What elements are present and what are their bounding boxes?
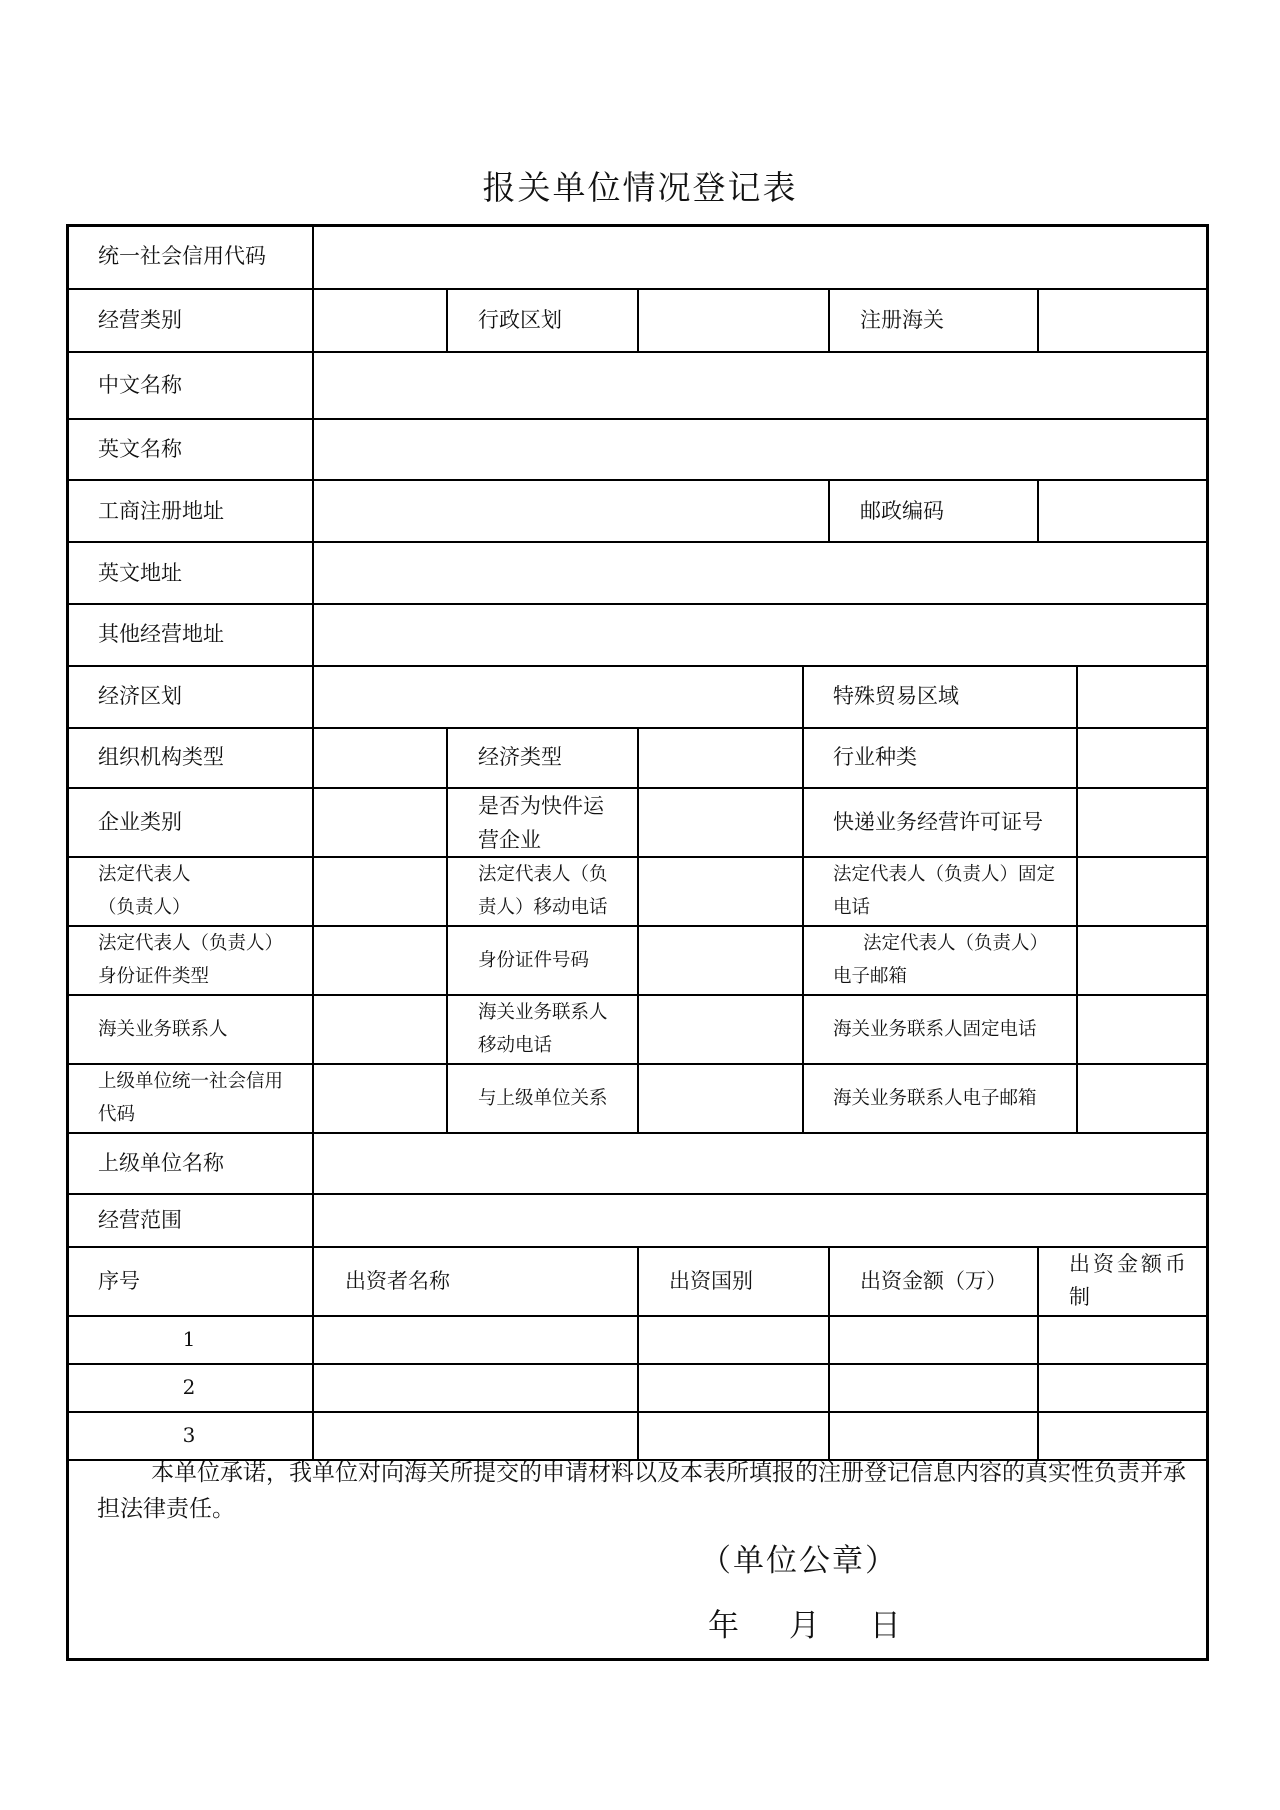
contact-fixed-field[interactable] (1078, 996, 1206, 1062)
parent-code-label-2: 代码 (98, 1104, 136, 1125)
legal-email-label-2: 电子邮箱 (833, 966, 908, 987)
legal-email-field[interactable] (1078, 927, 1206, 993)
investor-row-number: 3 (182, 1423, 196, 1447)
enterprise-category-field[interactable] (314, 789, 445, 855)
parent-code-label-1: 上级单位统一社会信用 (98, 1071, 284, 1092)
is-express-field[interactable] (639, 789, 801, 855)
investor-seq-header: 序号 (98, 1269, 140, 1293)
declaration-text: 本单位承诺，我单位对向海关所提交的申请材料以及本表所填报的注册登记信息内容的真实性负责并承担法律责任。 (97, 1460, 1186, 1522)
contact-email-field[interactable] (1078, 1065, 1206, 1131)
investor-row-amount-field[interactable] (830, 1317, 1036, 1362)
investor-row-amount-field[interactable] (830, 1413, 1036, 1458)
economic-division-label: 经济区划 (98, 684, 182, 708)
customs-contact-field[interactable] (314, 996, 445, 1062)
form-title: 报关单位情况登记表 (482, 168, 798, 207)
investor-row-name-field[interactable] (314, 1317, 636, 1362)
signature-date (708, 1600, 941, 1645)
id-number-label: 身份证件号码 (478, 950, 590, 971)
investor-row-currency-field[interactable] (1039, 1365, 1206, 1410)
parent-relation-field[interactable] (639, 1065, 801, 1131)
legal-rep-label-1: 法定代表人 (98, 864, 191, 885)
legal-rep-field[interactable] (314, 858, 445, 924)
economic-type-label: 经济类型 (478, 745, 562, 769)
business-category-field[interactable] (314, 290, 445, 350)
parent-name-field[interactable] (314, 1134, 1206, 1192)
parent-name-label: 上级单位名称 (98, 1151, 224, 1175)
business-scope-label: 经营范围 (98, 1208, 182, 1232)
enterprise-category-label: 企业类别 (98, 810, 182, 834)
contact-fixed-label: 海关业务联系人固定电话 (833, 1019, 1037, 1040)
parent-code-field[interactable] (314, 1065, 445, 1131)
industry-type-label: 行业种类 (833, 745, 917, 769)
business-scope-field[interactable] (314, 1195, 1206, 1245)
investor-row-name-field[interactable] (314, 1413, 636, 1458)
english-name-field[interactable] (314, 420, 1206, 478)
legal-id-type-field[interactable] (314, 927, 445, 993)
economic-type-field[interactable] (639, 729, 801, 786)
contact-mobile-field[interactable] (639, 996, 801, 1062)
registered-customs-field[interactable] (1039, 290, 1206, 350)
investor-row-currency-field[interactable] (1039, 1317, 1206, 1362)
registered-address-label: 工商注册地址 (98, 499, 224, 523)
express-license-field[interactable] (1078, 789, 1206, 855)
legal-mobile-label-1: 法定代表人（负 (478, 864, 608, 885)
is-express-label-2: 营企业 (478, 828, 541, 852)
special-trade-zone-label: 特殊贸易区域 (833, 684, 959, 708)
other-address-field[interactable] (314, 605, 1206, 664)
english-name-label: 英文名称 (98, 437, 182, 461)
legal-email-label-1: 法定代表人（负责人） (863, 933, 1049, 954)
chinese-name-field[interactable] (314, 353, 1206, 417)
is-express-label-1: 是否为快件运 (478, 794, 604, 818)
investor-currency-header-2: 制 (1069, 1285, 1090, 1309)
postal-code-field[interactable] (1039, 481, 1206, 540)
legal-fixed-label-2: 电话 (833, 897, 871, 918)
column-divider (802, 1063, 804, 1132)
special-trade-zone-field[interactable] (1078, 667, 1206, 726)
postal-code-label: 邮政编码 (860, 499, 944, 523)
investor-row-amount-field[interactable] (830, 1365, 1036, 1410)
industry-type-field[interactable] (1078, 729, 1206, 786)
org-type-label: 组织机构类型 (98, 745, 224, 769)
investor-row-name-field[interactable] (314, 1365, 636, 1410)
investor-country-header: 出资国别 (669, 1269, 753, 1293)
contact-mobile-label-1: 海关业务联系人 (478, 1002, 608, 1023)
admin-division-label: 行政区划 (478, 308, 562, 332)
business-category-label: 经营类别 (98, 308, 182, 332)
investor-row-number: 1 (182, 1327, 196, 1351)
date-year-label: 年 (708, 1608, 739, 1644)
parent-relation-label: 与上级单位关系 (478, 1088, 608, 1109)
economic-division-field[interactable] (314, 667, 801, 726)
column-divider (802, 665, 804, 1063)
org-type-field[interactable] (314, 729, 445, 786)
investor-row-currency-field[interactable] (1039, 1413, 1206, 1458)
legal-fixed-label-1: 法定代表人（负责人）固定 (833, 864, 1056, 885)
investor-amount-header: 出资金额（万） (860, 1269, 1007, 1293)
credit-code-field[interactable] (314, 227, 1206, 287)
legal-id-type-label-1: 法定代表人（负责人） (98, 933, 284, 954)
column-divider (446, 727, 448, 1132)
english-address-field[interactable] (314, 543, 1206, 602)
legal-mobile-field[interactable] (639, 858, 801, 924)
legal-rep-label-2: （负责人） (98, 897, 191, 918)
column-divider (828, 479, 830, 541)
admin-division-field[interactable] (639, 290, 827, 350)
legal-mobile-label-2: 责人）移动电话 (478, 897, 608, 918)
registered-customs-label: 注册海关 (860, 308, 944, 332)
column-divider (446, 288, 448, 351)
customs-contact-label: 海关业务联系人 (98, 1019, 228, 1040)
legal-fixed-field[interactable] (1078, 858, 1206, 924)
investor-row-number: 2 (182, 1375, 196, 1399)
seal-label: （单位公章） (700, 1543, 898, 1579)
express-license-label: 快递业务经营许可证号 (833, 810, 1043, 834)
investor-row-country-field[interactable] (639, 1317, 827, 1362)
id-number-field[interactable] (639, 927, 801, 993)
column-divider (828, 288, 830, 351)
chinese-name-label: 中文名称 (98, 373, 182, 397)
investor-name-header: 出资者名称 (345, 1269, 450, 1293)
contact-mobile-label-2: 移动电话 (478, 1035, 553, 1056)
credit-code-label: 统一社会信用代码 (98, 244, 266, 268)
date-month-label: 月 (788, 1608, 820, 1644)
investor-row-country-field[interactable] (639, 1365, 827, 1410)
investor-currency-header-1: 出资金额币 (1069, 1252, 1189, 1276)
registered-address-field[interactable] (314, 481, 827, 540)
contact-email-label: 海关业务联系人电子邮箱 (833, 1088, 1037, 1109)
date-day-label: 日 (869, 1608, 901, 1644)
other-address-label: 其他经营地址 (98, 622, 224, 646)
investor-row-country-field[interactable] (639, 1413, 827, 1458)
legal-id-type-label-2: 身份证件类型 (98, 966, 210, 987)
english-address-label: 英文地址 (98, 561, 182, 585)
